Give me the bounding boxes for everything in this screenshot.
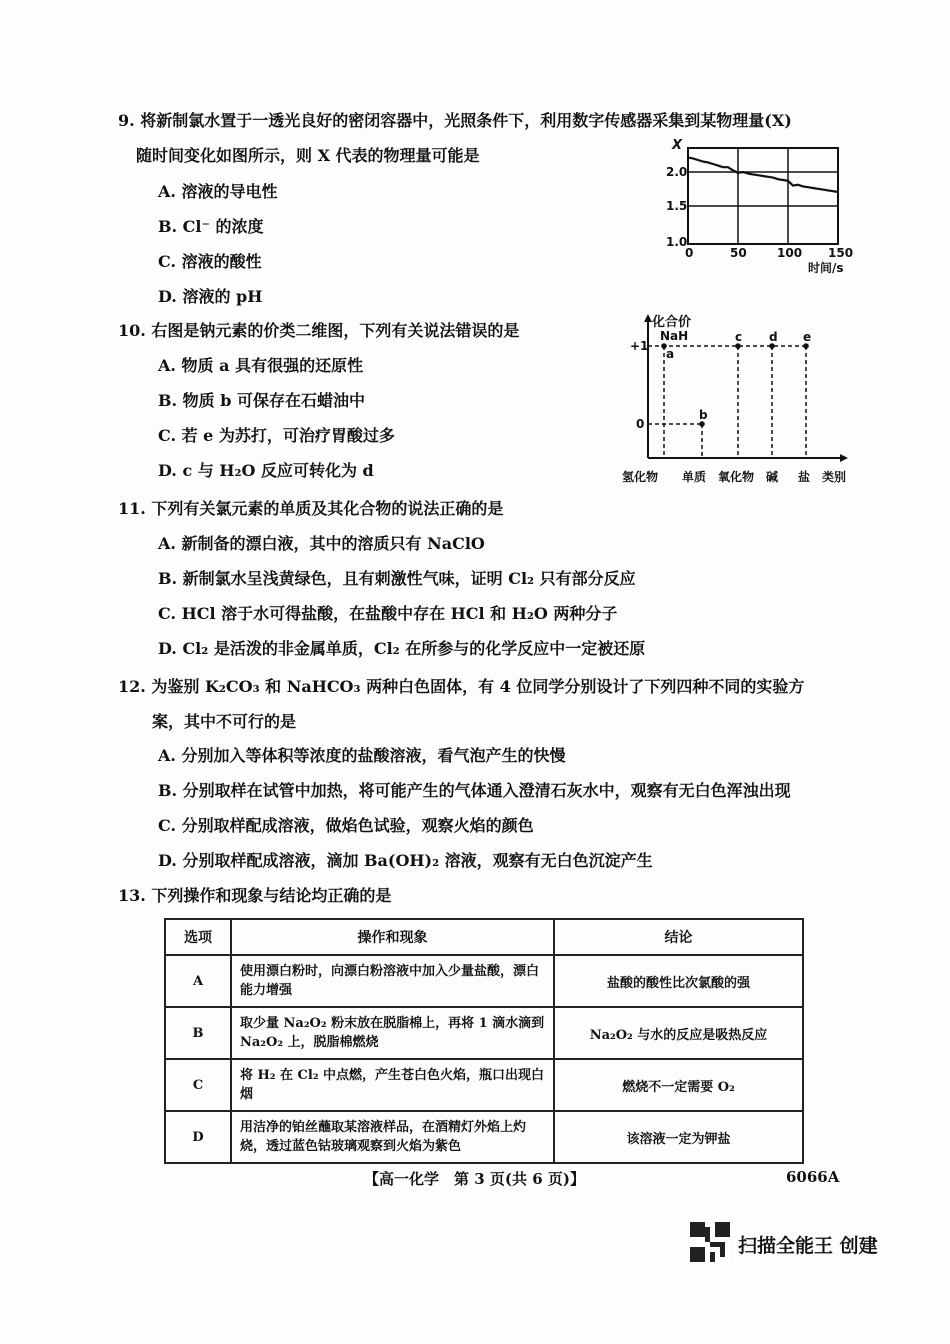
point-e <box>803 343 809 349</box>
point-label-b: b <box>699 408 708 422</box>
x-tick-0: 0 <box>685 246 694 260</box>
q9-stem-line1: 9. 将新制氯水置于一透光良好的密闭容器中，光照条件下，利用数字传感器采集到某物理量(X) <box>118 111 792 130</box>
table-row <box>165 1007 803 1059</box>
category-oxide: 氧化物 <box>718 470 755 484</box>
table-row <box>165 955 803 1007</box>
y-axis-arrow <box>644 314 652 322</box>
paper-code: 6066A <box>786 1168 840 1186</box>
q9-option-c: C. 溶液的酸性 <box>158 252 262 271</box>
y-tick-0: 0 <box>636 417 645 431</box>
x-axis-arrow <box>840 454 848 462</box>
q10-option-c: C. 若 e 为苏打，可治疗胃酸过多 <box>158 426 395 445</box>
row-conclusion: 该溶液一定为钾盐 <box>554 1111 803 1163</box>
x-tick-50: 50 <box>730 246 747 260</box>
scanner-watermark: 扫描全能王 创建 <box>738 1235 878 1257</box>
row-option: B <box>165 1007 231 1059</box>
row-option: C <box>165 1059 231 1111</box>
q13-experiment-table <box>164 918 804 1164</box>
header-conclusion: 结论 <box>554 919 803 955</box>
q12-option-a: A. 分别加入等体积等浓度的盐酸溶液，看气泡产生的快慢 <box>158 746 566 765</box>
row-operation: 使用漂白粉时，向漂白粉溶液中加入少量盐酸，漂白能力增强 <box>231 955 554 1007</box>
nah-label: NaH <box>660 329 689 343</box>
header-option: 选项 <box>165 919 231 955</box>
q10-option-a: A. 物质 a 具有很强的还原性 <box>158 356 364 375</box>
row-option: A <box>165 955 231 1007</box>
y-tick-1.5: 1.5 <box>666 199 688 213</box>
point-label-d: d <box>769 330 778 344</box>
header-operation: 操作和现象 <box>231 919 554 955</box>
q12-option-b: B. 分别取样在试管中加热，将可能产生的气体通入澄清石灰水中，观察有无白色浑浊出现 <box>158 781 791 800</box>
table-row <box>165 1059 803 1111</box>
q9-option-a: A. 溶液的导电性 <box>158 182 278 201</box>
q10-valence-class-chart <box>620 308 860 490</box>
y-axis-label: 化合价 <box>652 315 692 330</box>
row-conclusion: 盐酸的酸性比次氯酸的强 <box>554 955 803 1007</box>
category-hydride: 氢化物 <box>622 470 659 484</box>
category-element: 单质 <box>682 470 707 484</box>
q11-option-a: A. 新制备的漂白液，其中的溶质只有 NaClO <box>158 534 485 553</box>
row-operation: 取少量 Na₂O₂ 粉末放在脱脂棉上，再将 1 滴水滴到 Na₂O₂ 上，脱脂棉燃烧 <box>231 1007 554 1059</box>
row-conclusion: 燃烧不一定需要 O₂ <box>554 1059 803 1111</box>
table-header-row <box>165 919 803 955</box>
row-operation: 将 H₂ 在 Cl₂ 中点燃，产生苍白色火焰，瓶口出现白烟 <box>231 1059 554 1111</box>
row-conclusion: Na₂O₂ 与水的反应是吸热反应 <box>554 1007 803 1059</box>
point-c <box>735 343 741 349</box>
x-axis-label: 时间/s <box>808 261 844 275</box>
series-line-x <box>688 158 838 192</box>
point-label-c: c <box>735 330 743 344</box>
x-axis-label: 类别 <box>822 470 847 484</box>
row-operation: 用洁净的铂丝蘸取某溶液样品，在酒精灯外焰上灼烧，透过蓝色钴玻璃观察到火焰为紫色 <box>231 1111 554 1163</box>
q9-option-b: B. Cl⁻ 的浓度 <box>158 217 264 236</box>
q10-option-b: B. 物质 b 可保存在石蜡油中 <box>158 391 365 410</box>
q10-stem: 10. 右图是钠元素的价类二维图，下列有关说法错误的是 <box>118 321 520 340</box>
q12-stem-line2: 案，其中不可行的是 <box>152 712 297 731</box>
y-tick-2.0: 2.0 <box>666 165 688 179</box>
q13-stem: 13. 下列操作和现象与结论均正确的是 <box>118 886 392 905</box>
q12-option-c: C. 分别取样配成溶液，做焰色试验，观察火焰的颜色 <box>158 816 534 835</box>
point-label-a: a <box>666 347 675 361</box>
q9-stem-line2: 随时间变化如图所示，则 X 代表的物理量可能是 <box>136 146 480 165</box>
category-base: 碱 <box>766 470 779 484</box>
q11-option-d: D. Cl₂ 是活泼的非金属单质，Cl₂ 在所参与的化学反应中一定被还原 <box>158 639 646 658</box>
q11-stem: 11. 下列有关氯元素的单质及其化合物的说法正确的是 <box>118 499 504 518</box>
table-row <box>165 1111 803 1163</box>
q9-line-chart <box>650 130 870 280</box>
x-tick-100: 100 <box>777 246 803 260</box>
q9-option-d: D. 溶液的 pH <box>158 287 263 306</box>
point-b <box>699 421 705 427</box>
point-label-e: e <box>803 330 812 344</box>
row-option: D <box>165 1111 231 1163</box>
y-tick-1.0: 1.0 <box>666 235 688 249</box>
qr-code-icon <box>690 1222 730 1262</box>
q12-stem-line1: 12. 为鉴别 K₂CO₃ 和 NaHCO₃ 两种白色固体，有 4 位同学分别设计了下列四种不同的实验方 <box>118 677 805 696</box>
x-tick-150: 150 <box>828 246 854 260</box>
q12-option-d: D. 分别取样配成溶液，滴加 Ba(OH)₂ 溶液，观察有无白色沉淀产生 <box>158 851 653 870</box>
y-axis-label: X <box>672 138 683 153</box>
page-footer: 【高一化学 第 3 页(共 6 页)】 <box>364 1170 585 1188</box>
q11-option-c: C. HCl 溶于水可得盐酸，在盐酸中存在 HCl 和 H₂O 两种分子 <box>158 604 618 623</box>
point-d <box>769 343 775 349</box>
q11-option-b: B. 新制氯水呈浅黄绿色，且有刺激性气味，证明 Cl₂ 只有部分反应 <box>158 569 636 588</box>
category-salt: 盐 <box>798 470 811 484</box>
q10-option-d: D. c 与 H₂O 反应可转化为 d <box>158 461 374 480</box>
y-tick-plus1: +1 <box>630 339 649 353</box>
